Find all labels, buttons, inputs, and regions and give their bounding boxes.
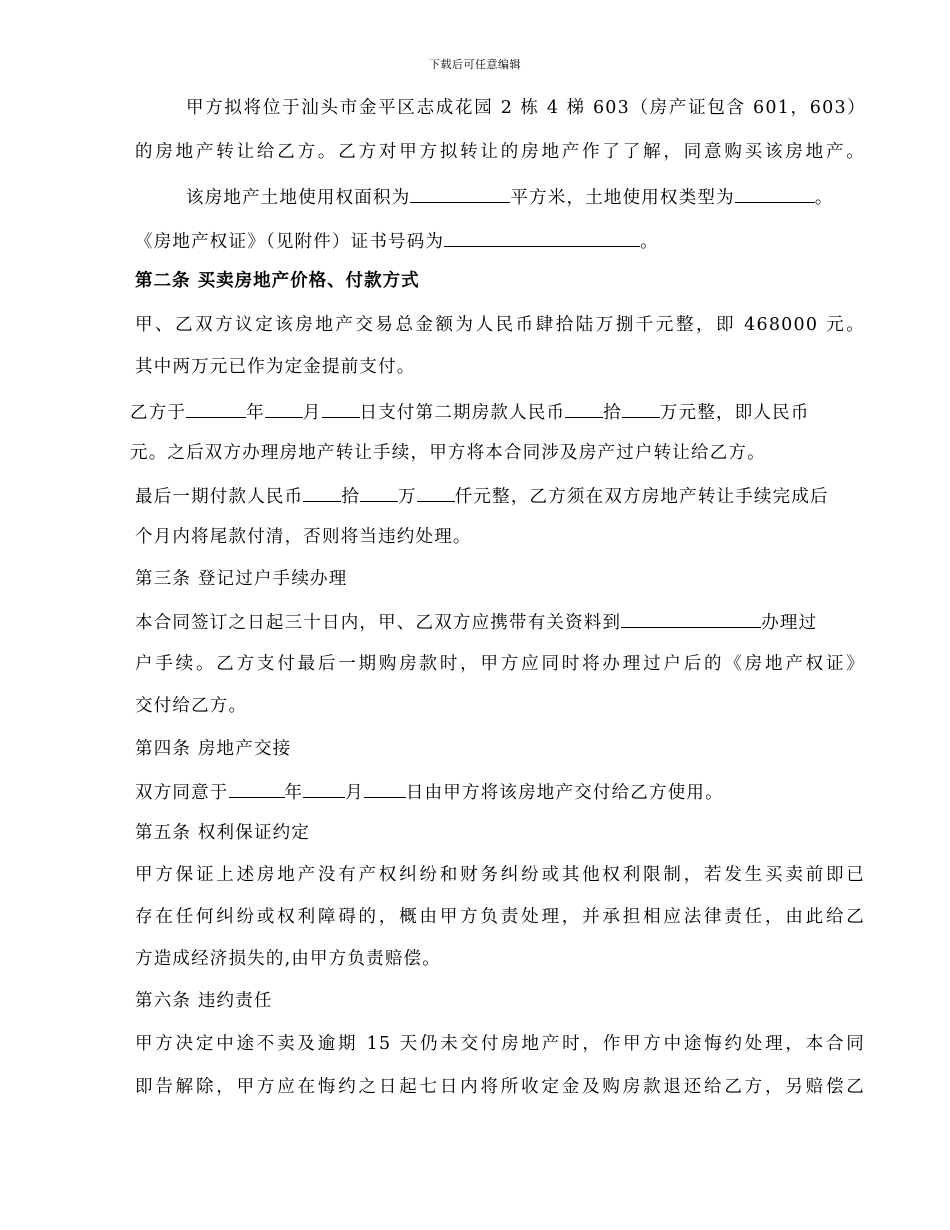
para1-line2: 的房地产转让给乙方。乙方对甲方拟转让的房地产作了了解，同意购买该房地产。 xyxy=(135,142,865,162)
payment3-qian-blank[interactable] xyxy=(417,484,455,502)
handover-year-label: 年 xyxy=(284,783,304,803)
payment2-prefix: 乙方于 xyxy=(130,403,187,423)
payment2-tens-label: 拾 xyxy=(603,403,622,423)
payment2-year-blank[interactable] xyxy=(186,400,246,418)
para1-line1: 甲方拟将位于汕头市金平区志成花园 2 栋 4 梯 603（房产证包含 601，603） xyxy=(186,98,866,118)
article2-heading: 第二条 买卖房地产价格、付款方式 xyxy=(135,271,420,291)
article3-line1 xyxy=(135,610,865,634)
article6-heading: 第六条 违约责任 xyxy=(135,991,273,1011)
article3-heading: 第三条 登记过户手续办理 xyxy=(135,569,348,589)
payment3-tens-label: 拾 xyxy=(341,487,361,507)
handover-year-blank[interactable] xyxy=(229,780,285,798)
article6-line2: 即告解除，甲方应在悔约之日起七日内将所收定金及购房款退还给乙方，另赔偿乙 xyxy=(135,1077,865,1097)
article3-line1-prefix: 本合同签订之日起三十日内，甲、乙双方应携带有关资料到 xyxy=(135,613,622,633)
article2-payment2-line2: 元。之后双方办理房地产转让手续，甲方将本合同涉及房产过户转让给乙方。 xyxy=(130,443,766,463)
article5-heading: 第五条 权利保证约定 xyxy=(135,823,311,843)
page-header-note: 下载后可任意编辑 xyxy=(429,58,521,71)
registration-office-blank[interactable] xyxy=(621,610,761,628)
payment3-wan-blank[interactable] xyxy=(360,484,398,502)
article4-heading: 第四条 房地产交接 xyxy=(135,739,292,759)
article6-line1: 甲方决定中途不卖及逾期 15 天仍未交付房地产时，作甲方中途悔约处理，本合同 xyxy=(135,1034,865,1054)
article2-price-line2: 其中两万元已作为定金提前支付。 xyxy=(135,357,416,377)
para2-line2 xyxy=(135,229,865,253)
payment3-prefix: 最后一期付款人民币 xyxy=(135,487,304,507)
article3-line3: 交付给乙方。 xyxy=(135,696,248,716)
payment2-tens-blank[interactable] xyxy=(565,400,603,418)
payment3-wan-label: 万 xyxy=(398,487,417,507)
payment2-amount-label: 日支付第二期房款人民币 xyxy=(359,403,566,423)
handover-month-blank[interactable] xyxy=(303,780,345,798)
handover-day-blank[interactable] xyxy=(364,780,406,798)
payment2-total-label: 万元整，即人民币 xyxy=(659,403,810,423)
article2-payment3-line2: 个月内将尾款付清，否则将当违约处理。 xyxy=(135,527,472,547)
article3-line2: 户手续。乙方支付最后一期购房款时，甲方应同时将办理过户后的《房地产权证》 xyxy=(135,654,865,674)
para2-period-2: 。 xyxy=(640,232,659,252)
handover-month-label: 月 xyxy=(345,783,364,803)
cert-number-blank[interactable] xyxy=(444,229,640,247)
land-area-label: 该房地产土地使用权面积为 xyxy=(186,188,411,208)
land-type-label: 平方米，土地使用权类型为 xyxy=(510,188,735,208)
article5-line1: 甲方保证上述房地产没有产权纠纷和财务纠纷或其他权利限制，若发生买卖前即已 xyxy=(135,865,865,885)
article5-line3: 方造成经济损失的,由甲方负责赔偿。 xyxy=(135,949,441,969)
payment2-day-blank[interactable] xyxy=(322,400,360,418)
payment3-tens-blank[interactable] xyxy=(303,484,341,502)
land-type-blank[interactable] xyxy=(735,185,815,203)
payment2-year-label: 年 xyxy=(246,403,265,423)
article3-line1-suffix: 办理过 xyxy=(761,613,818,633)
payment3-rest: 仟元整，乙方须在双方房地产转让手续完成后 xyxy=(454,487,829,507)
land-area-blank[interactable] xyxy=(410,185,510,203)
para2-period: 。 xyxy=(814,188,834,208)
cert-number-label: 《房地产权证》（见附件）证书号码为 xyxy=(135,232,445,252)
payment2-month-label: 月 xyxy=(302,403,322,423)
article5-line2: 存在任何纠纷或权利障碍的，概由甲方负责处理，并承担相应法律责任，由此给乙 xyxy=(135,907,865,927)
article2-payment2-line1 xyxy=(130,400,865,424)
handover-prefix: 双方同意于 xyxy=(135,783,229,803)
handover-suffix: 日由甲方将该房地产交付给乙方使用。 xyxy=(405,783,724,803)
para2-line1 xyxy=(186,185,866,209)
payment2-wan-blank[interactable] xyxy=(622,400,660,418)
payment2-month-blank[interactable] xyxy=(265,400,303,418)
article2-payment3-line1 xyxy=(135,484,865,508)
article2-price-line1: 甲、乙双方议定该房地产交易总金额为人民币肆拾陆万捌千元整，即 468000 元。 xyxy=(135,315,865,335)
article4-line1 xyxy=(135,780,865,804)
